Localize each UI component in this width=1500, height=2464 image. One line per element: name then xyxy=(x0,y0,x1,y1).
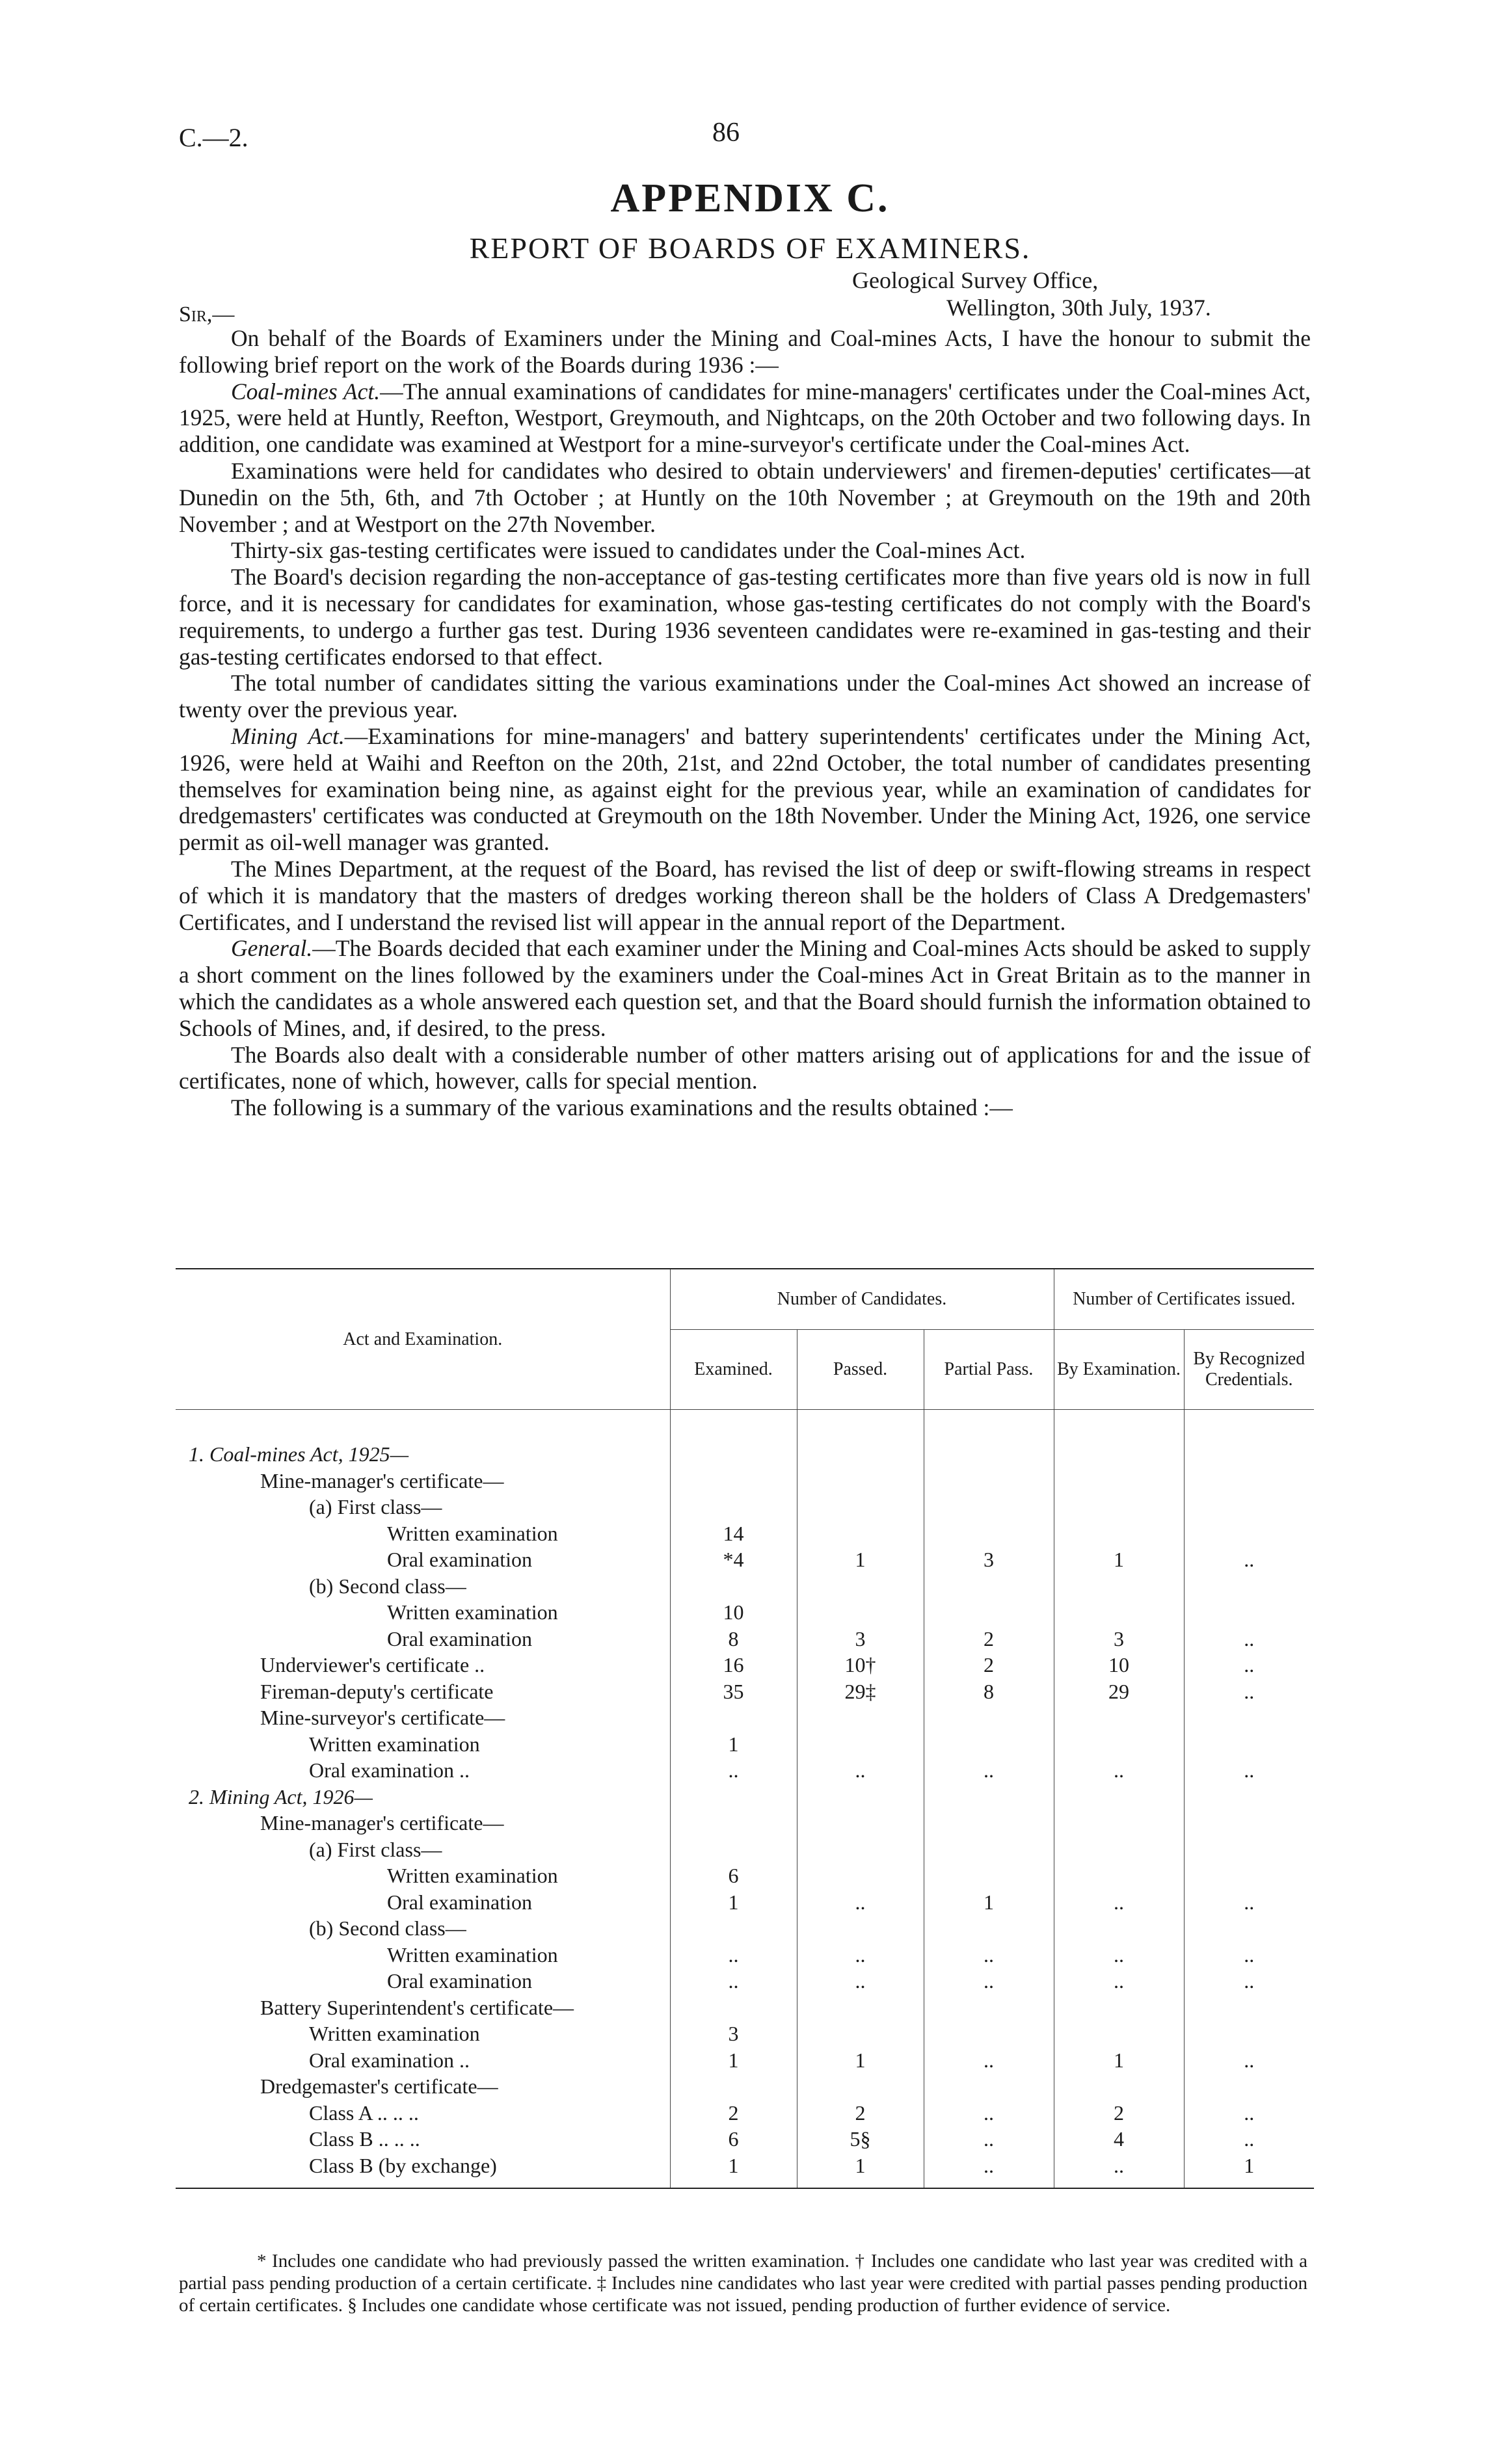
cell-partial-pass xyxy=(924,1731,1054,1758)
header-number-of-candidates: Number of Candidates. xyxy=(670,1269,1054,1330)
cell-partial-pass xyxy=(924,1836,1054,1863)
row-label-text: 1. Coal-mines Act, 1925— xyxy=(189,1442,409,1466)
cell-examined xyxy=(670,1915,797,1942)
address-line-2: Wellington, 30th July, 1937. xyxy=(946,295,1211,321)
row-label xyxy=(176,1915,670,1942)
cell-by-recognized-credentials: .. xyxy=(1184,1757,1314,1784)
cell-examined: 1 xyxy=(670,1731,797,1758)
paragraph-text: On behalf of the Boards of Examiners under the Mining and Coal-mines Acts, I have the honour to submit the following brief report on the work of the Boards during 1936 :— xyxy=(179,325,1311,378)
cell-by-examination xyxy=(1054,1915,1184,1942)
table-row xyxy=(176,1678,1314,1705)
cell-by-examination: 10 xyxy=(1054,1652,1184,1678)
cell-partial-pass xyxy=(924,1494,1054,1520)
row-label-text: Oral examination xyxy=(387,1626,533,1650)
cell-by-examination: .. xyxy=(1054,1889,1184,1916)
cell-by-recognized-credentials xyxy=(1184,1862,1314,1889)
header-number-of-certificates: Number of Certificates issued. xyxy=(1054,1269,1314,1330)
row-label-text: (b) Second class— xyxy=(309,1574,466,1598)
row-label-text: Written examination xyxy=(309,2022,480,2045)
cell-by-examination: 4 xyxy=(1054,2126,1184,2153)
cell-by-recognized-credentials: .. xyxy=(1184,2100,1314,2126)
paragraph xyxy=(179,935,1311,1041)
cell-by-recognized-credentials xyxy=(1184,1915,1314,1942)
row-label-text: Class B .. .. .. xyxy=(309,2127,420,2151)
cell-by-examination: .. xyxy=(1054,1757,1184,1784)
table-row xyxy=(176,1520,1314,1547)
row-label-text: Oral examination xyxy=(387,1969,533,1993)
cell-by-examination: .. xyxy=(1054,2153,1184,2189)
cell-partial-pass xyxy=(924,1915,1054,1942)
cell-by-examination: .. xyxy=(1054,1968,1184,1994)
cell-by-recognized-credentials xyxy=(1184,1468,1314,1494)
paragraph xyxy=(179,325,1311,378)
cell-by-examination xyxy=(1054,1704,1184,1731)
row-label-text: Written examination xyxy=(387,1600,558,1624)
header-act-and-examination: Act and Examination. xyxy=(176,1269,670,1410)
table-row xyxy=(176,1889,1314,1916)
cell-by-recognized-credentials xyxy=(1184,1599,1314,1626)
cell-passed xyxy=(797,1410,924,1468)
cell-partial-pass: 1 xyxy=(924,1889,1054,1916)
row-label xyxy=(176,2153,670,2189)
row-label-text: Fireman-deputy's certificate xyxy=(260,1679,494,1703)
cell-examined: *4 xyxy=(670,1546,797,1573)
paragraph xyxy=(179,1094,1311,1121)
cell-examined: 10 xyxy=(670,1599,797,1626)
row-label-text: Class B (by exchange) xyxy=(309,2153,497,2177)
cell-passed: 1 xyxy=(797,2047,924,2074)
row-label-text: Oral examination xyxy=(387,1890,533,1914)
row-label xyxy=(176,2126,670,2153)
cell-partial-pass: .. xyxy=(924,2047,1054,2074)
cell-passed xyxy=(797,1862,924,1889)
table-row xyxy=(176,2100,1314,2126)
row-label xyxy=(176,1468,670,1494)
cell-partial-pass: .. xyxy=(924,2126,1054,2153)
paragraph-text: The Board's decision regarding the non-acceptance of gas-testing certificates more than five years old is now in full force, and it is necessary for candidates for examination, whose gas-testing certificates do not comply with the Board's requirements, to undergo a further gas test. During 1936 seventeen candidates were re-examined in gas-testing and their gas-testing certificates endorsed to that effect. xyxy=(179,564,1311,670)
cell-examined xyxy=(670,1573,797,1600)
table-row xyxy=(176,1652,1314,1678)
paragraph-text: —The Boards decided that each examiner under the Mining and Coal-mines Acts should be asked to supply a short comment on the lines followed by the examiners under the Coal-mines Act in Great Britain as to the manner in which the candidates as a whole answered each question set, and that the Board should furnish the information obtained to Schools of Mines, and, if desired, to the press. xyxy=(179,935,1311,1041)
paragraph-text: Examinations were held for candidates who desired to obtain underviewers' and firemen-deputies' certificates—at Dunedin on the 5th, 6th, and 7th October ; at Huntly on the 10th November ; at Greymouth on the 19th and 20th November ; and at Westport on the 27th November. xyxy=(179,457,1311,537)
row-label xyxy=(176,1410,670,1468)
page-number: 86 xyxy=(712,118,740,148)
cell-passed xyxy=(797,1573,924,1600)
cell-examined xyxy=(670,1810,797,1836)
cell-partial-pass: .. xyxy=(924,1757,1054,1784)
salutation: Sir,— xyxy=(179,302,235,326)
cell-partial-pass: 3 xyxy=(924,1546,1054,1573)
table-row xyxy=(176,2153,1314,2189)
table-row xyxy=(176,1573,1314,1600)
cell-passed: .. xyxy=(797,1942,924,1968)
cell-examined: 6 xyxy=(670,1862,797,1889)
row-label xyxy=(176,1968,670,1994)
cell-partial-pass xyxy=(924,1573,1054,1600)
cell-partial-pass xyxy=(924,1784,1054,1810)
row-label-text: Oral examination .. xyxy=(309,2048,470,2072)
row-label-text: Dredgemaster's certificate— xyxy=(260,2074,498,2098)
row-label xyxy=(176,2073,670,2100)
cell-passed xyxy=(797,1599,924,1626)
cell-examined: 2 xyxy=(670,2100,797,2126)
cell-partial-pass xyxy=(924,2020,1054,2047)
row-label xyxy=(176,1889,670,1916)
cell-partial-pass xyxy=(924,1994,1054,2021)
paragraph-lead: Mining Act. xyxy=(231,722,345,749)
paragraph-text: Thirty-six gas-testing certificates were issued to candidates under the Coal-mines Act. xyxy=(231,537,1026,564)
cell-by-recognized-credentials: .. xyxy=(1184,2047,1314,2074)
cell-examined xyxy=(670,1836,797,1863)
cell-examined: 6 xyxy=(670,2126,797,2153)
paragraph-lead: Coal-mines Act. xyxy=(231,378,381,404)
row-label xyxy=(176,1994,670,2021)
row-label-text: Mine-manager's certificate— xyxy=(260,1811,504,1835)
cell-examined: .. xyxy=(670,1757,797,1784)
table-row xyxy=(176,1704,1314,1731)
cell-by-examination xyxy=(1054,1784,1184,1810)
cell-passed: 5§ xyxy=(797,2126,924,2153)
row-label xyxy=(176,1784,670,1810)
paragraph-text: The total number of candidates sitting the various examinations under the Coal-mines Act showed an increase of twenty over the previous year. xyxy=(179,670,1311,723)
table-row xyxy=(176,1599,1314,1626)
cell-passed: 2 xyxy=(797,2100,924,2126)
table-row xyxy=(176,1810,1314,1836)
row-label xyxy=(176,1942,670,1968)
row-label-text: Oral examination xyxy=(387,1548,533,1571)
cell-examined xyxy=(670,1468,797,1494)
cell-by-recognized-credentials xyxy=(1184,2073,1314,2100)
row-label-text: Class A .. .. .. xyxy=(309,2100,419,2125)
cell-by-examination xyxy=(1054,1862,1184,1889)
cell-by-examination xyxy=(1054,2020,1184,2047)
row-label-text: (b) Second class— xyxy=(309,1916,466,1940)
header-partial-pass: Partial Pass. xyxy=(924,1330,1054,1410)
paragraph xyxy=(179,856,1311,935)
row-label xyxy=(176,1862,670,1889)
cell-by-recognized-credentials: .. xyxy=(1184,1652,1314,1678)
cell-by-recognized-credentials xyxy=(1184,1994,1314,2021)
paragraph-text: The Mines Department, at the request of the Board, has revised the list of deep or swift-flowing streams in respect of which it is mandatory that the masters of dredges working thereon shall be the holders of Class A Dredgemasters' Certificates, and I understand the revised list will appear in the annual report of the Department. xyxy=(179,855,1311,935)
paragraph xyxy=(179,670,1311,723)
cell-partial-pass xyxy=(924,1862,1054,1889)
table-row xyxy=(176,1494,1314,1520)
cell-by-examination xyxy=(1054,1599,1184,1626)
cell-partial-pass: .. xyxy=(924,1942,1054,1968)
row-label-text: Underviewer's certificate .. xyxy=(260,1653,485,1676)
cell-passed: 3 xyxy=(797,1626,924,1652)
cell-passed: 10† xyxy=(797,1652,924,1678)
cell-passed xyxy=(797,1468,924,1494)
row-label xyxy=(176,1494,670,1520)
cell-by-recognized-credentials xyxy=(1184,1520,1314,1547)
row-label xyxy=(176,2020,670,2047)
cell-partial-pass: .. xyxy=(924,2153,1054,2189)
examinations-summary-table xyxy=(176,1268,1314,2189)
cell-passed: 1 xyxy=(797,2153,924,2189)
appendix-title: APPENDIX C. xyxy=(610,176,890,220)
cell-partial-pass: .. xyxy=(924,1968,1054,1994)
table-row xyxy=(176,1968,1314,1994)
row-label-text: Mine-surveyor's certificate— xyxy=(260,1706,505,1729)
cell-by-recognized-credentials: .. xyxy=(1184,1889,1314,1916)
table-body xyxy=(176,1410,1314,2189)
cell-passed: 29‡ xyxy=(797,1678,924,1705)
cell-partial-pass: .. xyxy=(924,2100,1054,2126)
report-body xyxy=(179,325,1311,1121)
table-row xyxy=(176,1862,1314,1889)
table-row xyxy=(176,2073,1314,2100)
cell-by-examination xyxy=(1054,1810,1184,1836)
row-label xyxy=(176,1678,670,1705)
row-label xyxy=(176,1599,670,1626)
header-examined: Examined. xyxy=(670,1330,797,1410)
cell-by-examination: 3 xyxy=(1054,1626,1184,1652)
table-row xyxy=(176,2126,1314,2153)
cell-partial-pass xyxy=(924,1410,1054,1468)
row-label xyxy=(176,2047,670,2074)
cell-examined: 1 xyxy=(670,2153,797,2189)
row-label-text: Written examination xyxy=(387,1521,558,1545)
paragraph xyxy=(179,723,1311,856)
footnote-text: * Includes one candidate who had previously passed the written examination. † Includes one candidate who last year was credited with a partial pass pending production of a certain certificate. ‡ Includes nine candidates who last year were credited with partial passes pending production of certain certificates. § Includes one candidate whose certificate was not issued, pending production of further evidence of service. xyxy=(179,2251,1307,2316)
cell-by-recognized-credentials xyxy=(1184,1836,1314,1863)
cell-by-examination xyxy=(1054,1731,1184,1758)
table-row xyxy=(176,1994,1314,2021)
cell-partial-pass xyxy=(924,1599,1054,1626)
row-label-text: (a) First class— xyxy=(309,1495,442,1518)
row-label xyxy=(176,1836,670,1863)
cell-by-examination xyxy=(1054,1410,1184,1468)
row-label xyxy=(176,1731,670,1758)
paragraph-text: —Examinations for mine-managers' and battery superintendents' certificates under the Mining Act, 1926, were held at Waihi and Reefton on the 20th, 21st, and 22nd October, the total number of candidates presenting themselves for examination being nine, as against eight for the previous year, while an examination of candidates for dredgemasters' certificates was conducted at Greymouth on the 18th November. Under the Mining Act, 1926, one service permit as oil-well manager was granted. xyxy=(179,722,1311,856)
cell-partial-pass xyxy=(924,1704,1054,1731)
table-row xyxy=(176,1784,1314,1810)
cell-by-recognized-credentials: .. xyxy=(1184,1968,1314,1994)
paragraph-text: The Boards also dealt with a considerable number of other matters arising out of applications for and the issue of certificates, none of which, however, calls for special mention. xyxy=(179,1041,1311,1094)
header-passed: Passed. xyxy=(797,1330,924,1410)
cell-by-recognized-credentials: .. xyxy=(1184,1546,1314,1573)
cell-examined: 35 xyxy=(670,1678,797,1705)
row-label xyxy=(176,1626,670,1652)
paragraph xyxy=(179,537,1311,564)
paragraph xyxy=(179,458,1311,537)
report-subtitle: REPORT OF BOARDS OF EXAMINERS. xyxy=(469,232,1031,265)
row-label xyxy=(176,1573,670,1600)
cell-by-examination xyxy=(1054,1468,1184,1494)
cell-examined: 14 xyxy=(670,1520,797,1547)
row-label-text: Mine-manager's certificate— xyxy=(260,1468,504,1492)
header-by-examination: By Examination. xyxy=(1054,1330,1184,1410)
cell-examined: .. xyxy=(670,1942,797,1968)
cell-partial-pass xyxy=(924,2073,1054,2100)
table-row xyxy=(176,1757,1314,1784)
row-label xyxy=(176,1810,670,1836)
cell-by-recognized-credentials: .. xyxy=(1184,1626,1314,1652)
cell-partial-pass xyxy=(924,1520,1054,1547)
table-row xyxy=(176,1942,1314,1968)
cell-by-recognized-credentials xyxy=(1184,1410,1314,1468)
cell-by-examination: 2 xyxy=(1054,2100,1184,2126)
row-label-text: Written examination xyxy=(387,1864,558,1887)
table-row xyxy=(176,1468,1314,1494)
cell-by-recognized-credentials xyxy=(1184,1573,1314,1600)
cell-by-recognized-credentials xyxy=(1184,1494,1314,1520)
cell-by-examination: 29 xyxy=(1054,1678,1184,1705)
paragraph-text: —The annual examinations of candidates for mine-managers' certificates under the Coal-mines Act, 1925, were held at Huntly, Reefton, Westport, Greymouth, and Nightcaps, on the 20th October and two following days. In addition, one candidate was examined at Westport for a mine-surveyor's certificate under the Coal-mines Act. xyxy=(179,378,1311,458)
table-footnotes xyxy=(179,2250,1307,2316)
cell-examined xyxy=(670,1494,797,1520)
row-label xyxy=(176,1520,670,1547)
table-row xyxy=(176,1410,1314,1468)
paragraph xyxy=(179,1042,1311,1095)
cell-by-examination xyxy=(1054,1994,1184,2021)
cell-examined: .. xyxy=(670,1968,797,1994)
header-by-recognized-credentials: By Recognized Credentials. xyxy=(1184,1330,1314,1410)
cell-examined xyxy=(670,1704,797,1731)
cell-examined: 3 xyxy=(670,2020,797,2047)
cell-examined: 1 xyxy=(670,1889,797,1916)
cell-by-recognized-credentials xyxy=(1184,1784,1314,1810)
row-label xyxy=(176,2100,670,2126)
cell-passed xyxy=(797,2073,924,2100)
cell-passed: .. xyxy=(797,1968,924,1994)
cell-by-examination xyxy=(1054,1836,1184,1863)
cell-passed: 1 xyxy=(797,1546,924,1573)
cell-by-recognized-credentials: .. xyxy=(1184,1942,1314,1968)
table-row xyxy=(176,1915,1314,1942)
cell-by-recognized-credentials: .. xyxy=(1184,1678,1314,1705)
cell-examined: 8 xyxy=(670,1626,797,1652)
table-row xyxy=(176,1836,1314,1863)
row-label-text: Written examination xyxy=(387,1942,558,1967)
cell-passed xyxy=(797,1520,924,1547)
table-row xyxy=(176,1546,1314,1573)
cell-passed xyxy=(797,1731,924,1758)
cell-passed xyxy=(797,1704,924,1731)
paragraph-text: The following is a summary of the various examinations and the results obtained :— xyxy=(231,1094,1013,1121)
cell-examined xyxy=(670,1410,797,1468)
table-row xyxy=(176,2047,1314,2074)
row-label-text: Oral examination .. xyxy=(309,1758,470,1782)
cell-by-examination xyxy=(1054,1520,1184,1547)
cell-passed xyxy=(797,1836,924,1863)
cell-by-recognized-credentials: .. xyxy=(1184,2126,1314,2153)
cell-by-recognized-credentials: 1 xyxy=(1184,2153,1314,2189)
table-row xyxy=(176,1626,1314,1652)
cell-by-recognized-credentials xyxy=(1184,2020,1314,2047)
row-label xyxy=(176,1704,670,1731)
table-row xyxy=(176,1731,1314,1758)
cell-passed: .. xyxy=(797,1757,924,1784)
cell-by-examination xyxy=(1054,1494,1184,1520)
address-line-1: Geological Survey Office, xyxy=(852,267,1099,293)
cell-examined xyxy=(670,1994,797,2021)
cell-examined: 16 xyxy=(670,1652,797,1678)
cell-by-examination xyxy=(1054,2073,1184,2100)
row-label xyxy=(176,1757,670,1784)
cell-by-examination: .. xyxy=(1054,1942,1184,1968)
cell-partial-pass: 8 xyxy=(924,1678,1054,1705)
table-row xyxy=(176,2020,1314,2047)
cell-partial-pass xyxy=(924,1810,1054,1836)
cell-passed xyxy=(797,1915,924,1942)
cell-by-examination xyxy=(1054,1573,1184,1600)
cell-passed xyxy=(797,1810,924,1836)
cell-passed: .. xyxy=(797,1889,924,1916)
cell-passed xyxy=(797,1494,924,1520)
cell-by-recognized-credentials xyxy=(1184,1810,1314,1836)
row-label-text: Battery Superintendent's certificate— xyxy=(260,1995,574,2019)
cell-partial-pass: 2 xyxy=(924,1652,1054,1678)
cell-by-recognized-credentials xyxy=(1184,1704,1314,1731)
cell-examined xyxy=(670,1784,797,1810)
cell-examined: 1 xyxy=(670,2047,797,2074)
cell-partial-pass xyxy=(924,1468,1054,1494)
row-label xyxy=(176,1652,670,1678)
row-label-text: (a) First class— xyxy=(309,1837,442,1861)
cell-by-examination: 1 xyxy=(1054,1546,1184,1573)
cell-passed xyxy=(797,1784,924,1810)
paragraph xyxy=(179,378,1311,458)
cell-by-examination: 1 xyxy=(1054,2047,1184,2074)
cell-examined xyxy=(670,2073,797,2100)
cell-by-recognized-credentials xyxy=(1184,1731,1314,1758)
row-label-text: 2. Mining Act, 1926— xyxy=(189,1784,373,1808)
cell-passed xyxy=(797,2020,924,2047)
row-label xyxy=(176,1546,670,1573)
cell-partial-pass: 2 xyxy=(924,1626,1054,1652)
document-reference: C.—2. xyxy=(179,123,248,152)
paragraph xyxy=(179,564,1311,670)
cell-passed xyxy=(797,1994,924,2021)
row-label-text: Written examination xyxy=(309,1732,480,1756)
paragraph-lead: General. xyxy=(231,935,313,962)
